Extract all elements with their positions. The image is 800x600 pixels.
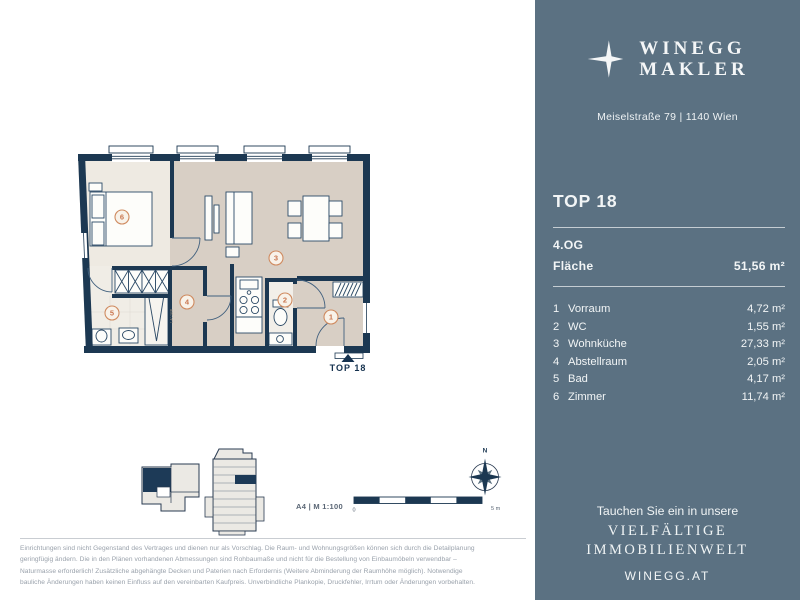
compass-north-label: N bbox=[482, 447, 488, 455]
compass-cardinal-points bbox=[469, 459, 502, 496]
room-number: 6 bbox=[553, 390, 560, 403]
room-area: 4,17 m² bbox=[747, 373, 785, 386]
disclaimer-line: Naturmasse erforderlich! Zusätzliche abgehängte Decken und Paterien nach Erfordernis (Weitere Abminderung der Raumhöhe möglich). Notwendige bbox=[20, 567, 463, 575]
tagline-intro: Tauchen Sie ein in unsere bbox=[596, 504, 739, 518]
area-value: 51,56 m² bbox=[733, 259, 785, 273]
shelf bbox=[214, 205, 219, 233]
total-area-row bbox=[553, 259, 785, 273]
window-lintels bbox=[109, 146, 350, 153]
compass-rose bbox=[469, 448, 502, 496]
dining-table bbox=[303, 196, 329, 241]
area-label: Fläche bbox=[553, 259, 594, 273]
scale-bar bbox=[352, 497, 500, 514]
room-name: Wohnküche bbox=[568, 338, 627, 351]
svg-text:5: 5 bbox=[109, 308, 115, 318]
room-area: 2,05 m² bbox=[747, 355, 785, 368]
unit-title: TOP 18 bbox=[553, 191, 618, 211]
sink bbox=[240, 280, 258, 289]
room-name: Zimmer bbox=[568, 390, 606, 403]
chair bbox=[288, 201, 301, 216]
shelf bbox=[205, 196, 212, 240]
room-area: 4,72 m² bbox=[747, 303, 785, 315]
burner bbox=[251, 296, 258, 303]
sofa bbox=[226, 192, 252, 244]
chair bbox=[329, 223, 342, 238]
room-marker-5 bbox=[105, 306, 119, 320]
room-area: 27,33 m² bbox=[740, 338, 785, 351]
shower-dimension-label: 1,40 SBR bbox=[169, 308, 174, 324]
entry-opening bbox=[316, 346, 344, 353]
room-name: Vorraum bbox=[568, 303, 611, 315]
side-table bbox=[226, 247, 239, 257]
room-list-item bbox=[553, 338, 785, 356]
website-label: WINEGG.AT bbox=[624, 569, 711, 583]
room-area: 1,55 m² bbox=[747, 320, 785, 333]
pillow bbox=[92, 195, 104, 218]
tagline-line2: VIELFÄLTIGE bbox=[607, 523, 728, 539]
pillow bbox=[92, 222, 104, 245]
room-number: 4 bbox=[553, 355, 560, 368]
floor-label: 4.OG bbox=[553, 238, 584, 252]
chair bbox=[329, 201, 342, 216]
disclaimer-line: Einrichtungen sind nicht Gegenstand des Vertrages und dienen nur als Vorschlag. Die Raum- und Wohnungsgrößen können sich durch die Detailplanung bbox=[20, 545, 475, 552]
divider-line bbox=[553, 286, 785, 287]
svg-text:1: 1 bbox=[328, 312, 334, 322]
room-marker-1 bbox=[324, 310, 338, 324]
room-number: 2 bbox=[553, 320, 560, 333]
room-list bbox=[553, 303, 785, 409]
building-section-plan bbox=[205, 449, 264, 535]
room-list-item bbox=[553, 321, 785, 339]
shower bbox=[145, 296, 168, 345]
tagline-line3: IMMOBILIENWELT bbox=[586, 542, 749, 558]
room-list-item bbox=[553, 356, 785, 374]
room-marker-2 bbox=[278, 293, 292, 307]
room-list-item bbox=[553, 391, 785, 409]
room-name: Abstellraum bbox=[568, 355, 628, 368]
svg-text:4: 4 bbox=[184, 297, 190, 307]
burner bbox=[240, 296, 247, 303]
svg-text:2: 2 bbox=[282, 295, 288, 305]
scale-zero-label: 0 bbox=[352, 507, 356, 514]
footer-divider bbox=[20, 538, 526, 539]
svg-text:6: 6 bbox=[119, 212, 125, 222]
site-overview-plan bbox=[142, 464, 199, 511]
room-list-item bbox=[553, 303, 785, 321]
scale-max-label: 5 m bbox=[491, 506, 501, 512]
nightstand bbox=[89, 183, 102, 191]
svg-text:3: 3 bbox=[273, 253, 279, 263]
room-number: 1 bbox=[553, 303, 560, 315]
burner bbox=[251, 306, 258, 313]
disclaimer-line: bauliche Änderungen haben keinen Einfluss auf den vereinbarten Kaufpreis. Unverbindliche Plankopie, Druckfehler, Irrtum oder Änderungen vorbehalten. bbox=[20, 579, 475, 587]
chair bbox=[288, 223, 301, 238]
room-name: Bad bbox=[568, 373, 588, 386]
property-address: Meiselstraße 79 | 1140 Wien bbox=[597, 111, 738, 123]
burner bbox=[240, 306, 247, 313]
room-marker-6 bbox=[115, 210, 129, 224]
room-number: 5 bbox=[553, 373, 560, 386]
disclaimer-text bbox=[20, 543, 526, 589]
divider-line bbox=[553, 227, 785, 228]
brand-star-icon bbox=[586, 36, 630, 82]
brand-name bbox=[639, 38, 749, 80]
room-area: 11,74 m² bbox=[741, 390, 785, 403]
room-marker-4 bbox=[180, 295, 194, 309]
info-panel bbox=[535, 0, 800, 600]
room-number: 3 bbox=[553, 338, 560, 351]
brand-name-line2: MAKLER bbox=[639, 59, 749, 80]
floor-highlight bbox=[235, 475, 256, 484]
disclaimer-line: geringfügig ändern. Die in den Plänen vorhandenen Abmessungen sind Rohbaumaße und nicht für die Bestellung von Einbaumöbeln verwendbar – bbox=[20, 556, 457, 564]
room-marker-3 bbox=[269, 251, 283, 265]
floor-areas bbox=[78, 154, 370, 353]
scale-format-label: A4 | M 1:100 bbox=[296, 502, 343, 511]
svg-text:TOP 18: TOP 18 bbox=[329, 363, 367, 373]
brand-name-line1: WINEGG bbox=[639, 38, 746, 59]
room-name: WC bbox=[568, 320, 587, 333]
brand-logo bbox=[535, 36, 800, 82]
room-list-item bbox=[553, 373, 785, 391]
